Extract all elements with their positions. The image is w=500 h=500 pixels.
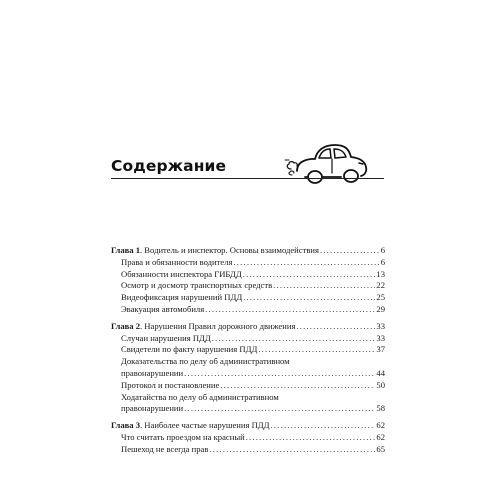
toc-entry-line (121, 380, 385, 392)
toc-section-entry[interactable] (111, 292, 385, 304)
toc-entry-line (121, 304, 385, 316)
dot-leader (212, 333, 376, 345)
toc-section-entry[interactable] (111, 280, 385, 292)
toc-chapter-entry[interactable] (111, 245, 385, 257)
toc-section-entry[interactable] (111, 257, 385, 269)
page-number: 50 (376, 379, 385, 390)
toc-section-entry[interactable] (111, 304, 385, 316)
toc-entry-title: Свидетели по факту нарушения ПДД (121, 344, 258, 355)
toc-section-entry[interactable] (111, 356, 385, 380)
dot-leader (273, 280, 375, 292)
dot-leader (205, 304, 375, 316)
page-number: 37 (376, 344, 385, 355)
dot-leader (320, 245, 380, 257)
page-title: Содержание (111, 157, 227, 175)
toc-entry-title: Протокол и постановление (121, 379, 220, 390)
toc-entry-line (121, 403, 385, 415)
dot-leader (209, 444, 375, 456)
page-number: 65 (376, 443, 385, 454)
toc-entry-line (121, 344, 385, 356)
toc-section-entry[interactable] (111, 432, 385, 444)
toc-entry-title (111, 321, 295, 333)
dot-leader (271, 420, 376, 432)
toc-entry-line (121, 280, 385, 292)
toc-entry-title: Что считать проездом на красный (121, 431, 245, 442)
toc-entry-title: Права и обязанности водителя (121, 256, 233, 267)
chapter-label: Глава 2 (111, 320, 140, 331)
dot-leader (246, 432, 376, 444)
toc-entry-title: правонарушении (121, 403, 184, 414)
toc-entry-title-line1: Ходатайства по делу об административном (121, 391, 279, 402)
toc-chapter-entry[interactable] (111, 420, 385, 432)
toc-entry-title (111, 420, 270, 432)
toc-entry-line (121, 292, 385, 304)
toc-entry-title: Эвакуация автомобиля (121, 303, 205, 314)
dot-leader (296, 321, 375, 333)
toc-entry-line (111, 321, 385, 333)
page-number: 25 (376, 292, 385, 303)
toc-entry-line (121, 368, 385, 380)
page-number: 33 (376, 332, 385, 343)
toc-section-entry[interactable] (111, 380, 385, 392)
dot-leader (243, 269, 376, 281)
dot-leader (233, 257, 379, 269)
toc-section-entry[interactable] (111, 392, 385, 416)
toc-entry-title: Обязанности инспектора ГИБДД (121, 268, 242, 279)
toc-entry-line (121, 269, 385, 281)
dot-leader (184, 368, 375, 380)
toc-entry-title: Пешеход не всегда прав (121, 443, 209, 454)
dot-leader (184, 403, 375, 415)
chapter-label: Глава 3 (111, 420, 140, 431)
toc-entry-title-line1: Доказательства по делу об административном (121, 356, 290, 367)
page-number: 13 (376, 268, 385, 279)
title-rule (111, 178, 384, 179)
toc-section-entry[interactable] (111, 344, 385, 356)
toc-entry-title: Случаи нарушения ПДД (121, 332, 211, 343)
toc-entry-title: Видеофиксация нарушений ПДД (121, 292, 243, 303)
page-number: 62 (376, 420, 385, 431)
page-number: 33 (376, 320, 385, 331)
toc-section-entry[interactable] (111, 444, 385, 456)
toc-entry-line (111, 245, 385, 257)
dot-leader (220, 380, 375, 392)
toc-entry-line (121, 333, 385, 345)
toc-entry-line (111, 420, 385, 432)
toc-entry-title: Осмотр и досмотр транспортных средств (121, 280, 273, 291)
toc-entry-title (111, 245, 319, 257)
page-number: 62 (376, 431, 385, 442)
chapter-title: . Водитель и инспектор. Основы взаимодействия (140, 245, 319, 255)
page-number: 58 (376, 403, 385, 414)
dot-leader (258, 344, 375, 356)
toc-section-entry[interactable] (111, 333, 385, 345)
car-icon (283, 133, 373, 189)
toc-entry-line (121, 444, 385, 456)
page-number: 29 (376, 303, 385, 314)
table-of-contents (111, 245, 385, 456)
toc-entry-line (121, 257, 385, 269)
page-number: 6 (380, 245, 385, 255)
page-number: 22 (376, 280, 385, 291)
chapter-title: . Наиболее частые нарушения ПДД (140, 420, 270, 431)
page-number: 44 (376, 367, 385, 378)
toc-entry-line (121, 432, 385, 444)
toc-entry-title: правонарушении (121, 367, 184, 378)
dot-leader (243, 292, 375, 304)
chapter-label: Глава 1 (111, 245, 140, 255)
toc-chapter-entry[interactable] (111, 321, 385, 333)
toc-section-entry[interactable] (111, 269, 385, 281)
page-number: 6 (380, 256, 385, 267)
chapter-title: . Нарушения Правил дорожного движения (140, 320, 296, 331)
